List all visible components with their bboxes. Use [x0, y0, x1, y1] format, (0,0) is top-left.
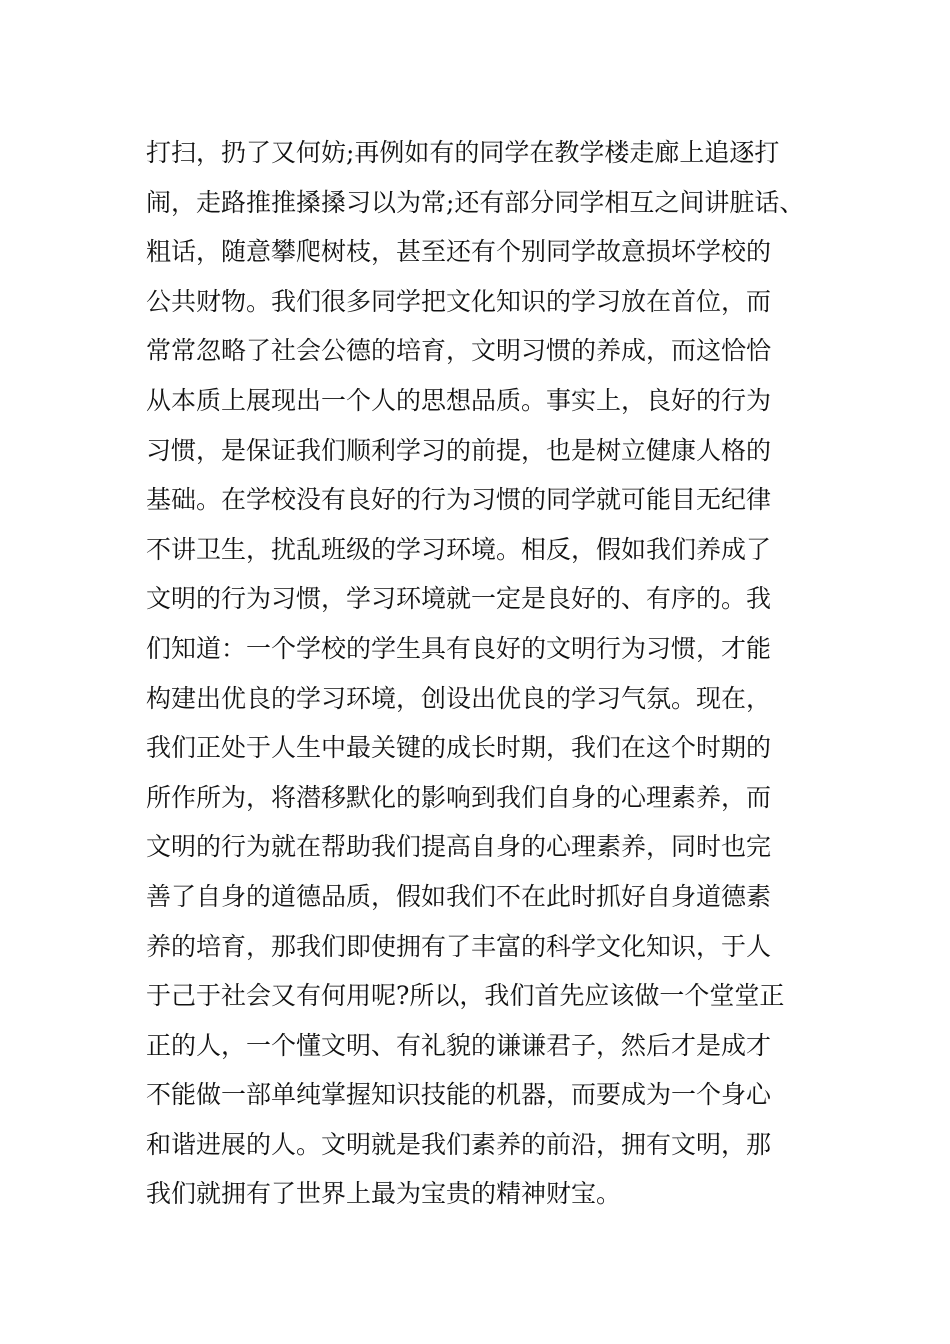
text-line-7: 习惯，是保证我们顺利学习的前提，也是树立健康人格的: [146, 435, 772, 465]
text-line-9: 不讲卫生，扰乱班级的学习环境。相反，假如我们养成了: [146, 534, 772, 564]
text-line-12: 构建出优良的学习环境，创设出优良的学习气氛。现在，: [146, 683, 772, 713]
text-line-18: 于己于社会又有何用呢?所以，我们首先应该做一个堂堂正: [146, 981, 785, 1011]
text-line-3: 粗话，随意攀爬树枝，甚至还有个别同学故意损坏学校的: [146, 237, 772, 267]
text-line-20: 不能做一部单纯掌握知识技能的机器，而要成为一个身心: [146, 1080, 772, 1110]
text-line-22: 我们就拥有了世界上最为宝贵的精神财宝。: [146, 1179, 622, 1209]
body-text: [146, 128, 826, 1219]
text-line-16: 善了自身的道德品质，假如我们不在此时抓好自身道德素: [146, 881, 772, 911]
text-line-1: 打扫，扔了又何妨;再例如有的同学在教学楼走廊上追逐打: [146, 138, 780, 167]
text-line-6: 从本质上展现出一个人的思想品质。事实上，良好的行为: [146, 385, 772, 415]
text-line-19: 正的人，一个懂文明、有礼貌的谦谦君子，然后才是成才: [146, 1030, 772, 1060]
text-line-14: 所作所为，将潜移默化的影响到我们自身的心理素养，而: [146, 782, 772, 812]
text-line-11: 们知道：一个学校的学生具有良好的文明行为习惯，才能: [146, 633, 772, 663]
text-line-15: 文明的行为就在帮助我们提高自身的心理素养，同时也完: [146, 832, 772, 862]
text-line-4: 公共财物。我们很多同学把文化知识的学习放在首位，而: [146, 286, 772, 316]
text-line-5: 常常忽略了社会公德的培育，文明习惯的养成，而这恰恰: [146, 336, 772, 366]
text-line-10: 文明的行为习惯，学习环境就一定是良好的、有序的。我: [146, 584, 772, 614]
text-line-21: 和谐进展的人。文明就是我们素养的前沿，拥有文明，那: [146, 1129, 772, 1159]
text-line-17: 养的培育，那我们即使拥有了丰富的科学文化知识，于人: [146, 931, 772, 961]
text-line-13: 我们正处于人生中最关键的成长时期，我们在这个时期的: [146, 733, 772, 763]
text-line-2: 闹，走路推推搡搡习以为常;还有部分同学相互之间讲脏话、: [146, 187, 805, 217]
text-line-8: 基础。在学校没有良好的行为习惯的同学就可能目无纪律: [146, 485, 772, 515]
